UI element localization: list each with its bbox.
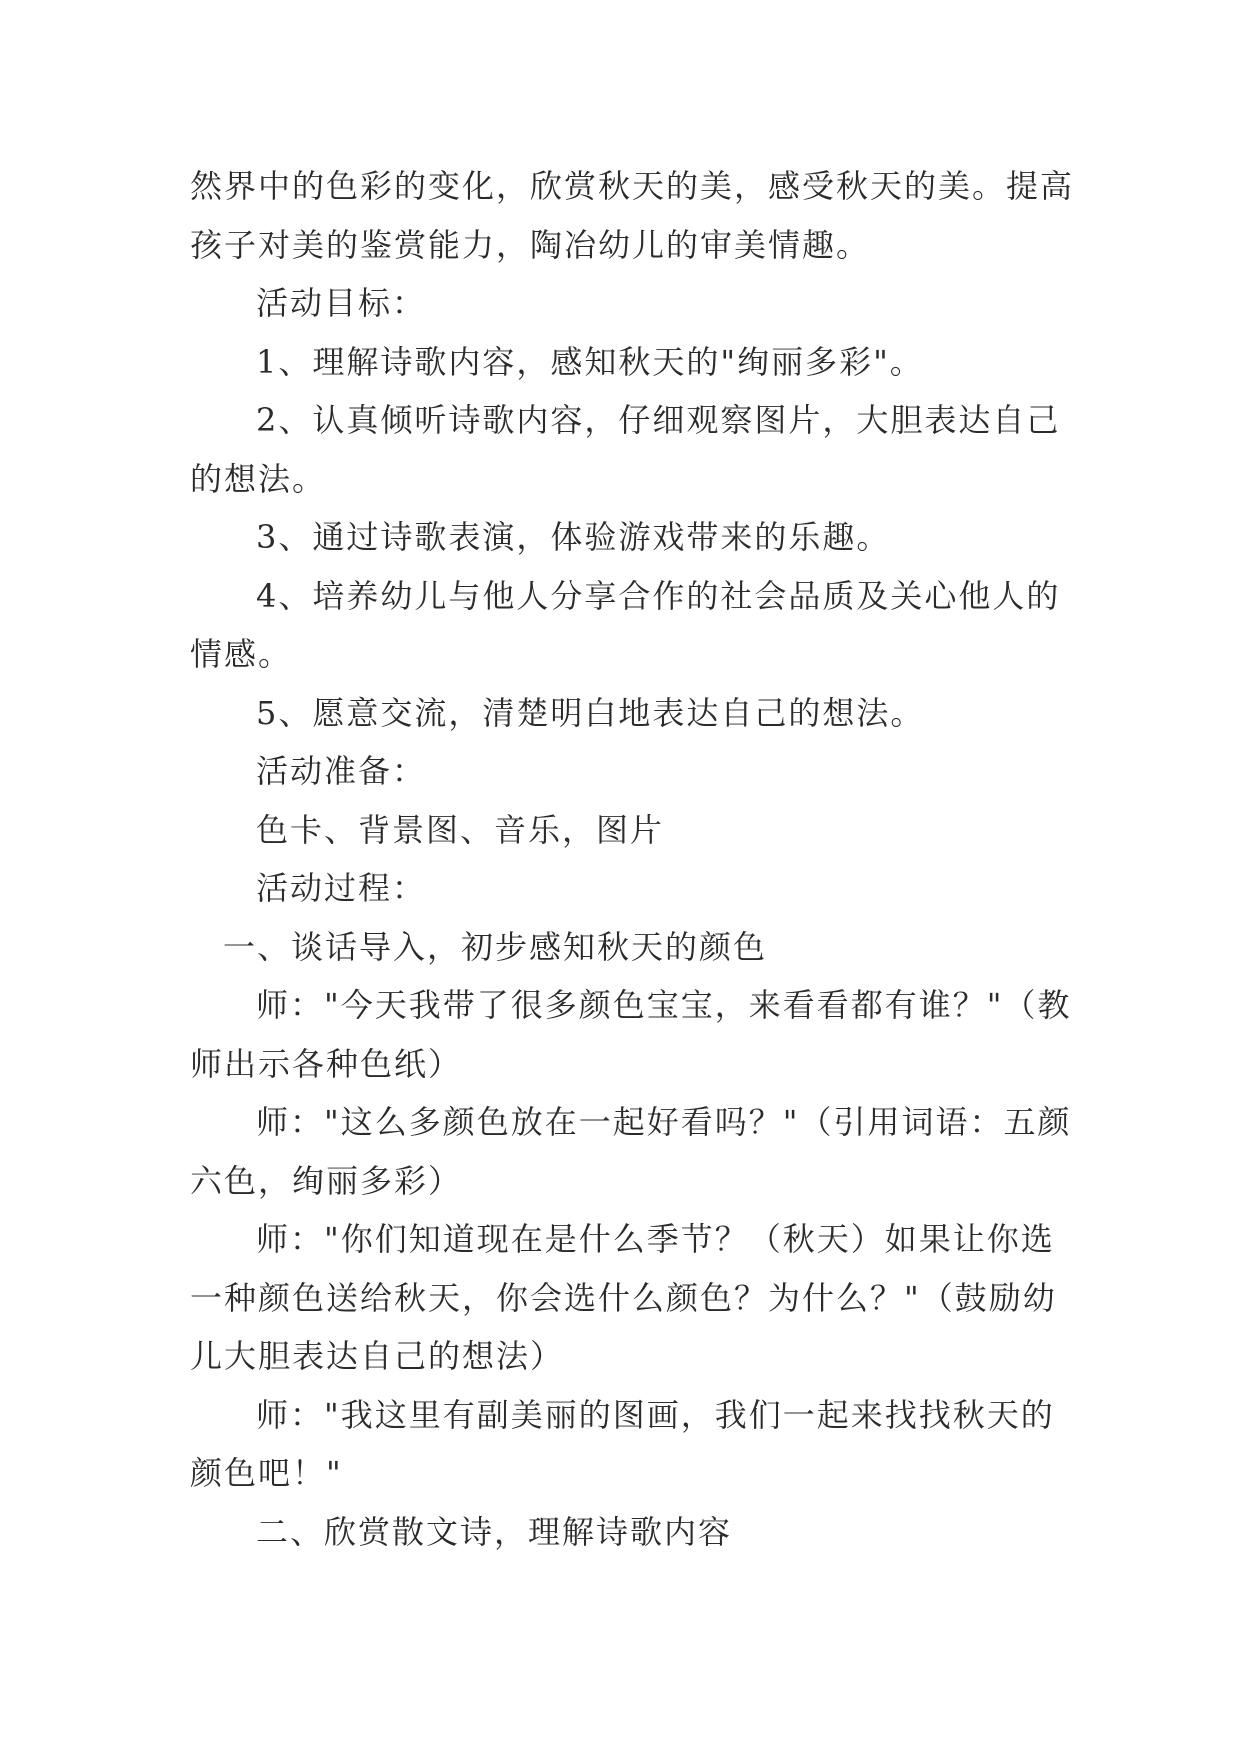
text-line: 情感。 [190,635,293,673]
text-line: 师："这么多颜色放在一起好看吗？"（引用词语：五颜 [256,1103,1072,1141]
text-line: 的想法。 [190,459,327,498]
text-line: 颜色吧！" [190,1454,343,1492]
section-heading: 活动过程： [256,869,427,907]
text-line: 5、愿意交流，清楚明白地表达自己的想法。 [256,693,925,732]
text-line: 然界中的色彩的变化，欣赏秋天的美，感受秋天的美。提高 [190,167,1075,205]
text-line: 儿大胆表达自己的想法） [190,1337,565,1375]
text-line: 六色，绚丽多彩） [190,1161,463,1200]
text-line: 4、培养幼儿与他人分享合作的社会品质及关心他人的 [256,576,1061,615]
text-line: 二、欣赏散文诗，理解诗歌内容 [256,1512,733,1551]
body-text [190,157,1075,1561]
text-line: 师："今天我带了很多颜色宝宝，来看看都有谁？"（教 [256,986,1072,1024]
text-line: 师："我这里有副美丽的图画，我们一起来找找秋天的 [256,1395,1055,1434]
text-line: 一种颜色送给秋天，你会选什么颜色？为什么？"（鼓励幼 [190,1278,1057,1317]
section-heading: 活动目标： [256,284,427,322]
text-line: 1、理解诗歌内容，感知秋天的"绚丽多彩"。 [256,342,924,381]
text-line: 师："你们知道现在是什么季节？（秋天）如果让你选 [256,1220,1055,1258]
text-line: 色卡、背景图、音乐，图片 [256,810,665,849]
text-line: 3、通过诗歌表演，体验游戏带来的乐趣。 [256,518,891,556]
text-line: 2、认真倾听诗歌内容，仔细观察图片，大胆表达自己 [256,401,1061,439]
text-line: 孩子对美的鉴赏能力，陶冶幼儿的审美情趣。 [190,225,871,264]
text-line: 师出示各种色纸） [190,1044,463,1083]
section-heading: 活动准备： [256,752,427,790]
text-line: 一、谈话导入，初步感知秋天的颜色 [223,927,768,966]
